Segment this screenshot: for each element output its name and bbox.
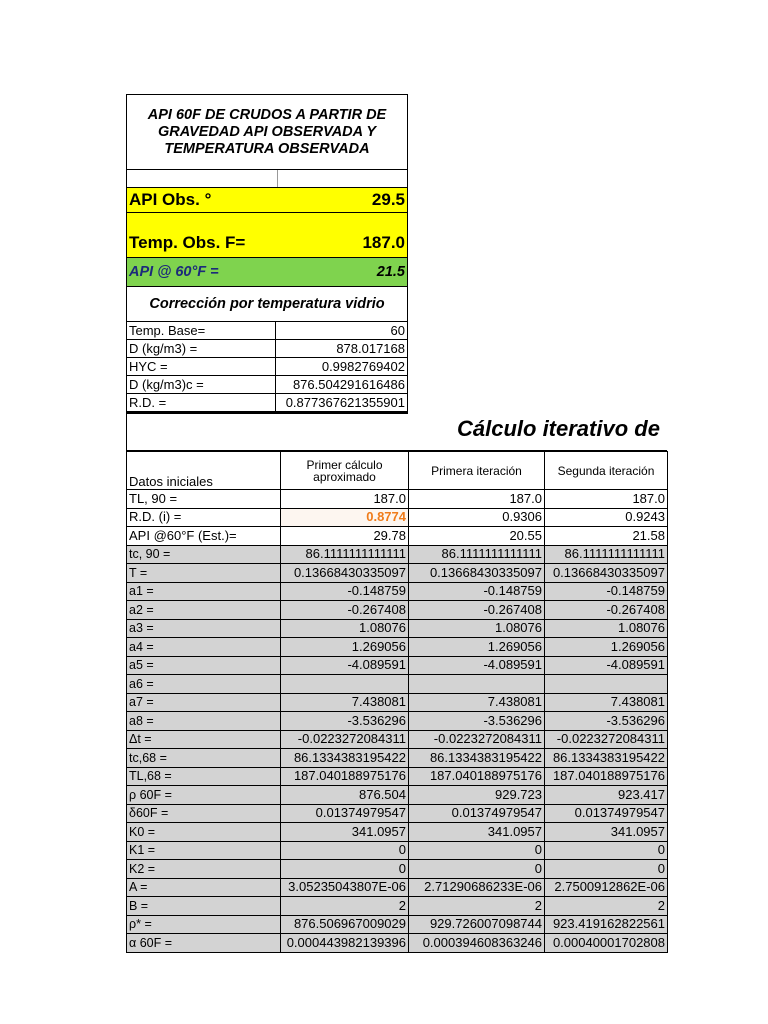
iterative-row bbox=[127, 582, 668, 601]
iterative-row-label: a2 = bbox=[127, 601, 281, 620]
iterative-cell-col1[interactable]: 1.269056 bbox=[281, 638, 409, 657]
title-line-2: GRAVEDAD API OBSERVADA Y bbox=[157, 123, 377, 140]
iterative-cell-col1[interactable]: 876.504 bbox=[281, 786, 409, 805]
iterative-cell-col2[interactable]: 0.13668430335097 bbox=[409, 564, 545, 583]
correction-value[interactable]: 878.017168 bbox=[276, 340, 408, 358]
iterative-row-label: ρ 60F = bbox=[127, 786, 281, 805]
iterative-title-row bbox=[126, 413, 667, 451]
iterative-row bbox=[127, 804, 668, 823]
iterative-cell-col1[interactable]: 1.08076 bbox=[281, 619, 409, 638]
iterative-cell-col2[interactable]: 1.08076 bbox=[409, 619, 545, 638]
iterative-cell-col3[interactable]: 923.417 bbox=[545, 786, 668, 805]
correction-value[interactable]: 0.9982769402 bbox=[276, 358, 408, 376]
iterative-cell-col3[interactable]: 7.438081 bbox=[545, 693, 668, 712]
iterative-cell-col2[interactable]: 929.723 bbox=[409, 786, 545, 805]
iterative-cell-col1[interactable]: 29.78 bbox=[281, 527, 409, 546]
correction-row bbox=[127, 322, 408, 340]
correction-row bbox=[127, 376, 408, 394]
iterative-cell-col2[interactable]: -4.089591 bbox=[409, 656, 545, 675]
iterative-cell-col3[interactable]: -0.0223272084311 bbox=[545, 730, 668, 749]
iterative-row bbox=[127, 712, 668, 731]
api-obs-label: API Obs. ° bbox=[129, 190, 212, 209]
iterative-row bbox=[127, 915, 668, 934]
iterative-row-label: a3 = bbox=[127, 619, 281, 638]
iterative-row bbox=[127, 823, 668, 842]
iterative-title: Cálculo iterativo de bbox=[457, 416, 660, 441]
iterative-row-label: δ60F = bbox=[127, 804, 281, 823]
iterative-cell-col2[interactable]: 0.000394608363246 bbox=[409, 934, 545, 953]
iterative-row-label: Δt = bbox=[127, 730, 281, 749]
iterative-row bbox=[127, 934, 668, 953]
iterative-cell-col2[interactable]: 0 bbox=[409, 841, 545, 860]
iterative-row-label: TL, 90 = bbox=[127, 490, 281, 509]
iterative-row-label: R.D. (i) = bbox=[127, 508, 281, 527]
correction-table bbox=[126, 321, 408, 414]
iterative-cell-col3[interactable]: 86.1111111111111 bbox=[545, 545, 668, 564]
spacer-row bbox=[126, 169, 408, 187]
correction-row bbox=[127, 358, 408, 376]
iterative-cell-col2[interactable]: 2.71290686233E-06 bbox=[409, 878, 545, 897]
iterative-cell-col2[interactable]: 187.0 bbox=[409, 490, 545, 509]
iterative-cell-col1[interactable]: 341.0957 bbox=[281, 823, 409, 842]
iterative-row-label: α 60F = bbox=[127, 934, 281, 953]
iterative-cell-col3[interactable]: -0.267408 bbox=[545, 601, 668, 620]
iterative-row bbox=[127, 897, 668, 916]
iterative-table bbox=[126, 451, 668, 953]
iterative-cell-col1[interactable]: -3.536296 bbox=[281, 712, 409, 731]
header-segunda-iteracion: Segunda iteración bbox=[545, 452, 668, 490]
iterative-cell-col2[interactable]: -0.267408 bbox=[409, 601, 545, 620]
iterative-cell-col2[interactable]: 1.269056 bbox=[409, 638, 545, 657]
iterative-row-label: a7 = bbox=[127, 693, 281, 712]
iterative-cell-col3[interactable]: 1.269056 bbox=[545, 638, 668, 657]
iterative-cell-col2[interactable]: 341.0957 bbox=[409, 823, 545, 842]
iterative-row-label: API @60°F (Est.)= bbox=[127, 527, 281, 546]
iterative-row bbox=[127, 786, 668, 805]
iterative-row bbox=[127, 675, 668, 694]
iterative-row bbox=[127, 527, 668, 546]
iterative-row bbox=[127, 601, 668, 620]
iterative-cell-col1[interactable]: 0 bbox=[281, 860, 409, 879]
iterative-cell-col2[interactable]: 2 bbox=[409, 897, 545, 916]
iterative-cell-col1[interactable]: 187.0 bbox=[281, 490, 409, 509]
iterative-row-label: K0 = bbox=[127, 823, 281, 842]
correction-label: D (kg/m3)c = bbox=[127, 376, 276, 394]
correction-value[interactable]: 0.877367621355901 bbox=[276, 394, 408, 413]
iterative-cell-col2[interactable]: 929.726007098744 bbox=[409, 915, 545, 934]
temp-obs-input[interactable]: 187.0 bbox=[362, 233, 405, 252]
api-obs-input[interactable]: 29.5 bbox=[371, 190, 405, 209]
iterative-cell-col2[interactable]: -0.0223272084311 bbox=[409, 730, 545, 749]
iterative-row-label: a1 = bbox=[127, 582, 281, 601]
iterative-cell-col2[interactable]: 86.1334383195422 bbox=[409, 749, 545, 768]
iterative-cell-col3[interactable]: -4.089591 bbox=[545, 656, 668, 675]
sheet-title bbox=[126, 94, 408, 169]
api-obs-row bbox=[126, 187, 408, 212]
header-primer-calculo bbox=[281, 452, 409, 490]
iterative-cell-col3[interactable]: 21.58 bbox=[545, 527, 668, 546]
iterative-row bbox=[127, 656, 668, 675]
iterative-row bbox=[127, 508, 668, 527]
iterative-cell-col1[interactable]: 0.01374979547 bbox=[281, 804, 409, 823]
iterative-row-label: TL,68 = bbox=[127, 767, 281, 786]
iterative-cell-col1[interactable]: 7.438081 bbox=[281, 693, 409, 712]
title-line-1: API 60F DE CRUDOS A PARTIR DE bbox=[147, 106, 387, 123]
iterative-row bbox=[127, 878, 668, 897]
iterative-cell-col3[interactable]: 1.08076 bbox=[545, 619, 668, 638]
iterative-row bbox=[127, 841, 668, 860]
api60-result-row bbox=[126, 257, 408, 286]
header-primer-calculo-line1: Primer cálculo bbox=[306, 457, 383, 472]
iterative-cell-col1[interactable]: -0.0223272084311 bbox=[281, 730, 409, 749]
iterative-row bbox=[127, 860, 668, 879]
iterative-row bbox=[127, 619, 668, 638]
correction-row bbox=[127, 340, 408, 358]
iterative-cell-col1[interactable]: -4.089591 bbox=[281, 656, 409, 675]
iterative-row-label: tc,68 = bbox=[127, 749, 281, 768]
iterative-cell-col2[interactable]: 0 bbox=[409, 860, 545, 879]
iterative-cell-col2[interactable]: 0.01374979547 bbox=[409, 804, 545, 823]
iterative-row bbox=[127, 564, 668, 583]
temp-obs-label: Temp. Obs. F= bbox=[129, 233, 246, 252]
iterative-cell-col3[interactable]: 86.1334383195422 bbox=[545, 749, 668, 768]
correction-row bbox=[127, 394, 408, 413]
iterative-row bbox=[127, 749, 668, 768]
api60-value: 21.5 bbox=[376, 264, 405, 280]
iterative-row-label: ρ* = bbox=[127, 915, 281, 934]
iterative-cell-col1[interactable]: 86.1111111111111 bbox=[281, 545, 409, 564]
iterative-cell-col3[interactable]: 0.00040001702808 bbox=[545, 934, 668, 953]
iterative-cell-col2[interactable]: 7.438081 bbox=[409, 693, 545, 712]
iterative-cell-col2[interactable]: -3.536296 bbox=[409, 712, 545, 731]
iterative-cell-col1[interactable]: 876.506967009029 bbox=[281, 915, 409, 934]
iterative-row-label: tc, 90 = bbox=[127, 545, 281, 564]
iterative-cell-col1[interactable] bbox=[281, 675, 409, 694]
iterative-cell-col1[interactable]: -0.267408 bbox=[281, 601, 409, 620]
iterative-cell-col3[interactable]: 341.0957 bbox=[545, 823, 668, 842]
correction-label: D (kg/m3) = bbox=[127, 340, 276, 358]
iterative-row bbox=[127, 490, 668, 509]
iterative-cell-col1[interactable]: -0.148759 bbox=[281, 582, 409, 601]
iterative-cell-col3[interactable]: 187.040188975176 bbox=[545, 767, 668, 786]
iterative-cell-col1[interactable]: 0.000443982139396 bbox=[281, 934, 409, 953]
iterative-row-label: B = bbox=[127, 897, 281, 916]
correction-label: HYC = bbox=[127, 358, 276, 376]
iterative-cell-col3[interactable]: 923.419162822561 bbox=[545, 915, 668, 934]
iterative-row-label: a6 = bbox=[127, 675, 281, 694]
iterative-row bbox=[127, 545, 668, 564]
iterative-cell-col3[interactable]: 0.01374979547 bbox=[545, 804, 668, 823]
iterative-cell-col3[interactable]: 0 bbox=[545, 860, 668, 879]
header-primer-calculo-line2: aproximado bbox=[313, 469, 376, 484]
iterative-cell-col2[interactable]: 187.040188975176 bbox=[409, 767, 545, 786]
iterative-cell-col3[interactable]: 0.9243 bbox=[545, 508, 668, 527]
iterative-cell-col1[interactable]: 0.13668430335097 bbox=[281, 564, 409, 583]
iterative-row-label: a4 = bbox=[127, 638, 281, 657]
iterative-header-row bbox=[127, 452, 668, 490]
iterative-cell-col3[interactable]: -3.536296 bbox=[545, 712, 668, 731]
iterative-row-label: a5 = bbox=[127, 656, 281, 675]
header-datos-iniciales: Datos iniciales bbox=[127, 452, 281, 490]
iterative-cell-col3[interactable]: 0.13668430335097 bbox=[545, 564, 668, 583]
iterative-row-label: a8 = bbox=[127, 712, 281, 731]
iterative-cell-col3[interactable]: 187.0 bbox=[545, 490, 668, 509]
correction-value[interactable]: 876.504291616486 bbox=[276, 376, 408, 394]
iterative-cell-col2[interactable]: 0.9306 bbox=[409, 508, 545, 527]
iterative-row-label: K2 = bbox=[127, 860, 281, 879]
iterative-cell-col2[interactable]: -0.148759 bbox=[409, 582, 545, 601]
iterative-row bbox=[127, 767, 668, 786]
iterative-cell-col3[interactable]: 0 bbox=[545, 841, 668, 860]
correction-title: Corrección por temperatura vidrio bbox=[126, 286, 408, 321]
iterative-cell-col2[interactable] bbox=[409, 675, 545, 694]
iterative-cell-col1[interactable]: 86.1334383195422 bbox=[281, 749, 409, 768]
iterative-row-label: K1 = bbox=[127, 841, 281, 860]
iterative-cell-col3[interactable]: 2.7500912862E-06 bbox=[545, 878, 668, 897]
correction-value[interactable]: 60 bbox=[276, 322, 408, 340]
iterative-cell-col2[interactable]: 86.1111111111111 bbox=[409, 545, 545, 564]
api60-label: API @ 60°F = bbox=[129, 264, 219, 280]
iterative-cell-col1[interactable]: 0 bbox=[281, 841, 409, 860]
iterative-row-label: T = bbox=[127, 564, 281, 583]
temp-obs-row bbox=[126, 212, 408, 257]
iterative-row bbox=[127, 638, 668, 657]
iterative-cell-col3[interactable]: -0.148759 bbox=[545, 582, 668, 601]
iterative-cell-col3[interactable]: 2 bbox=[545, 897, 668, 916]
iterative-row bbox=[127, 693, 668, 712]
title-line-3: TEMPERATURA OBSERVADA bbox=[164, 140, 370, 157]
iterative-cell-col1[interactable]: 187.040188975176 bbox=[281, 767, 409, 786]
iterative-cell-col2[interactable]: 20.55 bbox=[409, 527, 545, 546]
iterative-row-label: A = bbox=[127, 878, 281, 897]
iterative-row bbox=[127, 730, 668, 749]
iterative-cell-col3[interactable] bbox=[545, 675, 668, 694]
iterative-cell-col1[interactable]: 2 bbox=[281, 897, 409, 916]
correction-label: Temp. Base= bbox=[127, 322, 276, 340]
correction-label: R.D. = bbox=[127, 394, 276, 413]
header-primera-iteracion: Primera iteración bbox=[409, 452, 545, 490]
iterative-cell-col1[interactable]: 3.05235043807E-06 bbox=[281, 878, 409, 897]
iterative-cell-col1[interactable]: 0.8774 bbox=[281, 508, 409, 527]
